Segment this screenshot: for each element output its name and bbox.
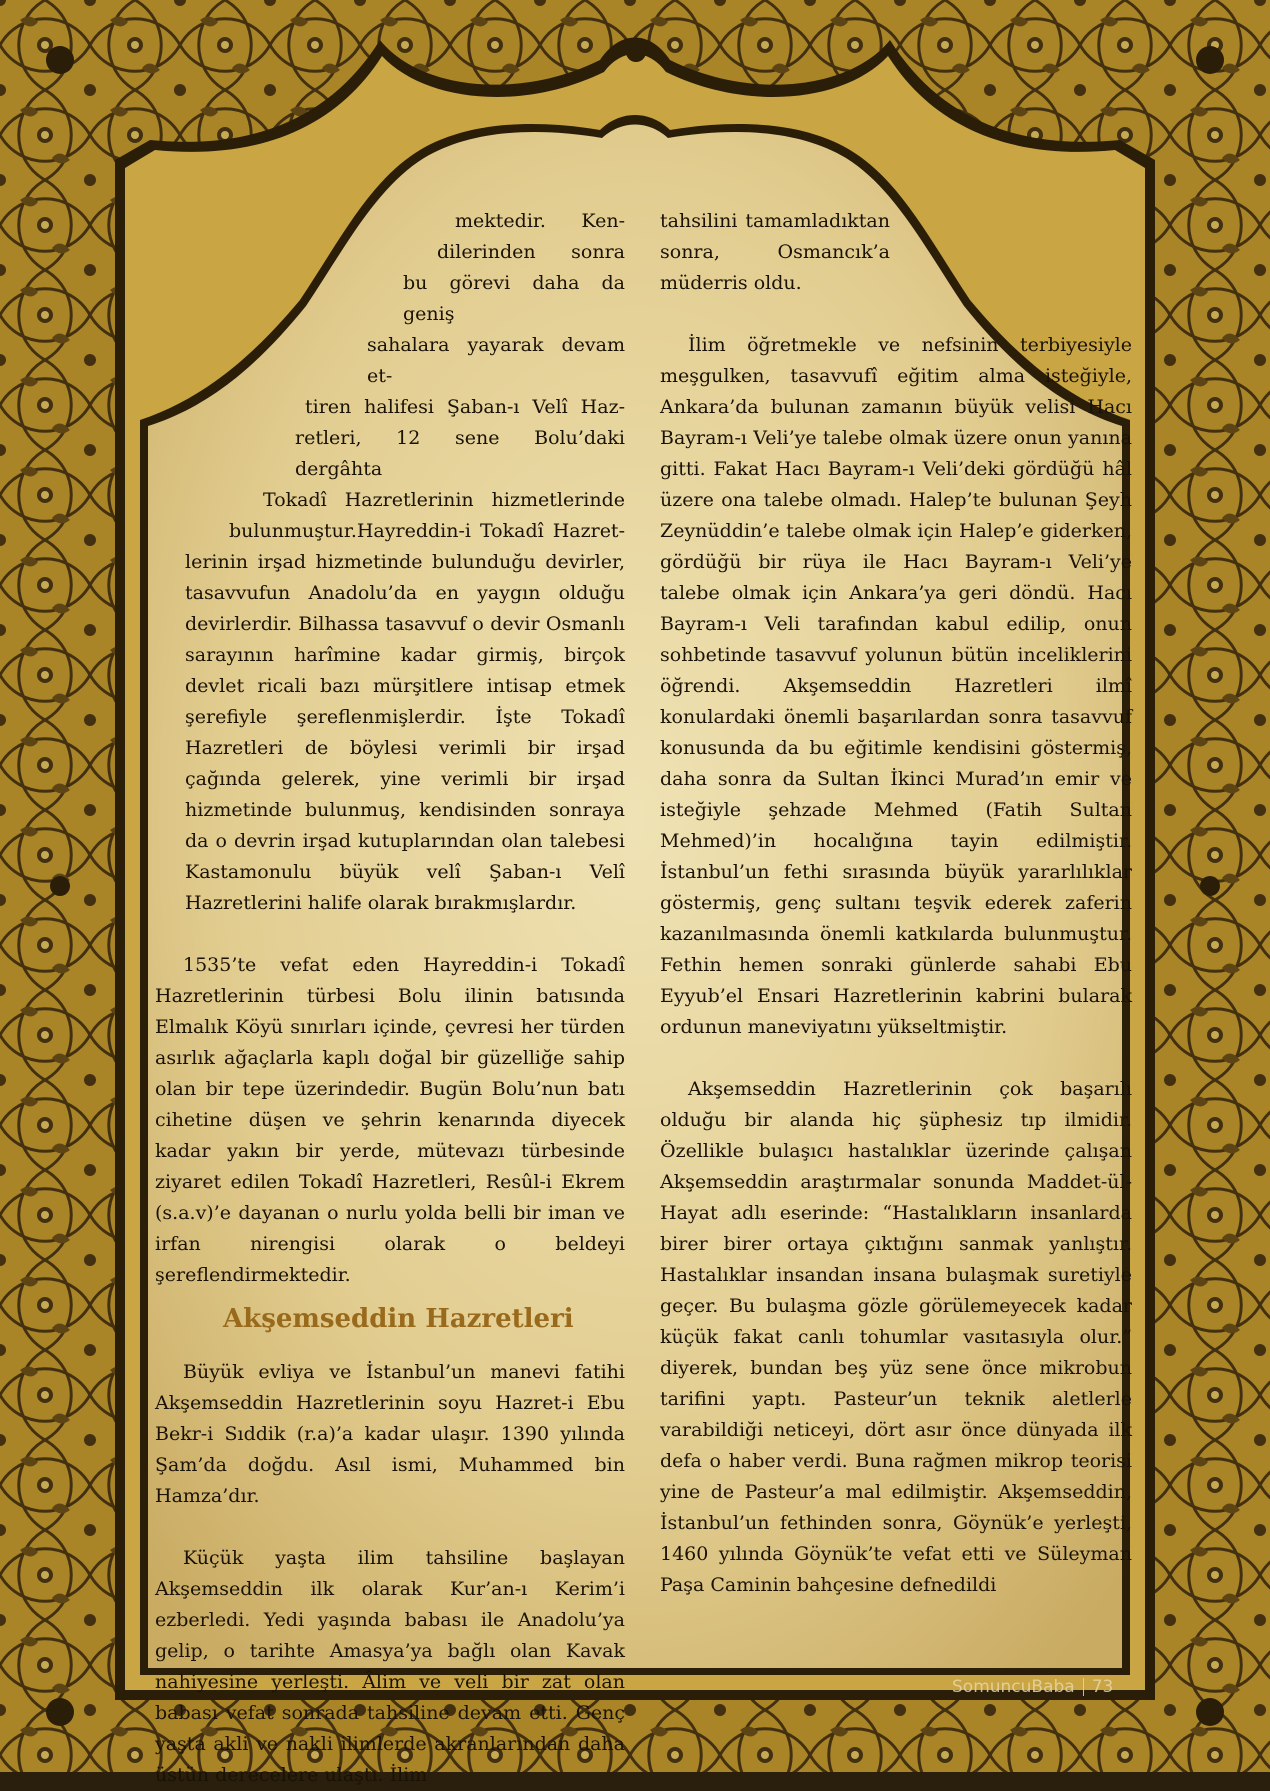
arch-line: tiren halifesi Şaban-ı Velî Haz- <box>305 396 625 418</box>
arch-line: Tokadî Hazretlerinin hizmetlerinde <box>263 489 625 511</box>
footer-divider <box>1083 1678 1084 1696</box>
paragraph: tahsilini tamamladıktan sonra, Osmancık’a müderris oldu. <box>660 210 890 294</box>
page-number: 73 <box>1091 1677 1114 1697</box>
paragraph: lerinin irşad hizmetinde bulunduğu devirler, tasavvufun Anadolu’da en yaygın olduğu devirlerdir. Bilhassa tasavvuf o devir Osmanlı sarayının harîmine kadar girmiş, birçok devlet ricali bazı mürşitlere intisap etmek şerefiyle şereflenmişlerdir. İşte Tokadî Hazretleri de böylesi verimli bir irşad çağında gelerek, yine verimli bir irşad hizmetinde bulunmuş, kendisinden sonraya da o devrin irşad kutuplarından olan talebesi Kastamonulu büyük velî Şaban-ı Velî Hazretlerini halife olarak bırakmışlardır. <box>185 551 625 914</box>
page-footer <box>952 1675 1113 1699</box>
arch-line: dilerinden sonra <box>437 241 625 263</box>
arch-text <box>155 206 625 547</box>
paragraph: Akşemseddin Hazretlerinin çok başarılı olduğu bir alanda hiç şüphesiz tıp ilmidir. Özellikle bulaşıcı hastalıklar üzerinde çalışan Akşemseddin araştırmalar sonunda Maddet-ül-Hayat adlı eserinde: “Hastalıkların insanlarda birer birer ortaya çıktığını sanmak yanlıştır. Hastalıklar insandan insana bulaşmak suretiyle geçer. Bu bulaşma gözle görülemeyecek kadar küçük fakat canlı tohumlar vasıtasıyla olur.” diyerek, bundan beş yüz sene önce mikrobun tarifini yaptı. Pasteur’un teknik aletlerle varabildiği neticeyi, dört asır önce dünyada ilk defa o haber verdi. Buna rağmen mikrop teorisi yine de Pasteur’a mal edilmiştir. Akşemseddin, İstanbul’un fethinden sonra, Göynük’e yerleşti, 1460 yılında Göynük’te vefat etti ve Süleyman Paşa Caminin bahçesine defnedildi <box>660 1078 1132 1596</box>
left-column <box>155 206 625 1791</box>
right-column <box>660 206 1132 1601</box>
magazine-name: SomuncuBaba <box>952 1677 1075 1697</box>
paragraph: 1535’te vefat eden Hayreddin-i Tokadî Hazretlerinin türbesi Bolu ilinin batısında Elmalık Köyü sınırları içinde, çevresi her türden asırlık ağaçlarla kaplı doğal bir güzelliğe sahip olan bir tepe üzerindedir. Bugün Bolu’nun batı cihetine düşen ve şehrin kenarında diyecek kadar yakın bir yerde, mütevazı türbesinde ziyaret edilen Tokadî Hazretleri, Resûl-i Ekrem (s.a.v)’e dayanan o nurlu yolda belli bir iman ve irfan nirengisi olarak o beldeyi şereflendirmektedir. <box>155 954 625 1286</box>
arch-line: retleri, 12 sene Bolu’daki dergâhta <box>295 427 625 480</box>
arch-line: sahalara yayarak devam et- <box>367 334 625 387</box>
section-heading: Akşemseddin Hazretleri <box>223 1304 574 1334</box>
paragraph: Küçük yaşta ilim tahsiline başlayan Akşemseddin ilk olarak Kur’an-ı Kerim’i ezberledi. Yedi yaşında babası ile Anadolu’ya gelip, o tarihte Amasya’ya bağlı olan Kavak nahiyesine yerleşti. Âlim ve veli bir zat olan babası vefat sonrada tahsiline devam etti. Genç yaşta akli ve nakli ilimlerde akranlarından daha üstün derecelere ulaştı. İlim <box>155 1547 625 1786</box>
arch-line: mektedir. Ken- <box>455 210 625 232</box>
paragraph: Büyük evliya ve İstanbul’un manevi fatihi Akşemseddin Hazretlerinin soyu Hazret-i Ebu Bekr-i Sıddik (r.a)’a kadar ulaşır. 1390 yılında Şam’da doğdu. Asıl ismi, Muhammed bin Hamza’dır. <box>155 1361 625 1507</box>
paragraph: İlim öğretmekle ve nefsinin terbiyesiyle meşgulken, tasavvufî eğitim alma isteğiyle, Ankara’da bulunan zamanın büyük velisi Hacı Bayram-ı Veli’ye talebe olmak üzere onun yanına gitti. Fakat Hacı Bayram-ı Veli’deki gördüğü hâl üzere ona talebe olmadı. Halep’te bulunan Şeyh Zeynüddin’e talebe olmak için Halep’e giderken, gördüğü bir rüya ile Hacı Bayram-ı Veli’ye talebe olmak için Ankara’ya geri döndü. Hacı Bayram-ı Veli tarafından kabul edilip, onun sohbetinde tasavvuf yolunun bütün inceliklerini öğrendi. Akşemseddin Hazretleri ilmî konulardaki önemli başarılardan sonra tasavvuf konusunda da bu eğitimle kendisini göstermiş, daha sonra da Sultan İkinci Murad’ın emir ve isteğiyle şehzade Mehmed (Fatih Sultan Mehmed)’in hocalığına tayin edilmiştir. İstanbul’un fethi sırasında büyük yararlılıklar göstermiş, genç sultanı teşvik ederek zaferin kazanılmasında önemli katkılarda bulunmuştur. Fethin hemen sonraki günlerde sahabi Ebu Eyyub’el Ensari Hazretlerinin kabrini bularak ordunun maneviyatını yükseltmiştir. <box>660 334 1132 1038</box>
arch-line: bulunmuştur.Hayreddin-i Tokadî Hazret- <box>229 520 625 542</box>
arch-line: bu görevi daha da geniş <box>403 272 625 325</box>
